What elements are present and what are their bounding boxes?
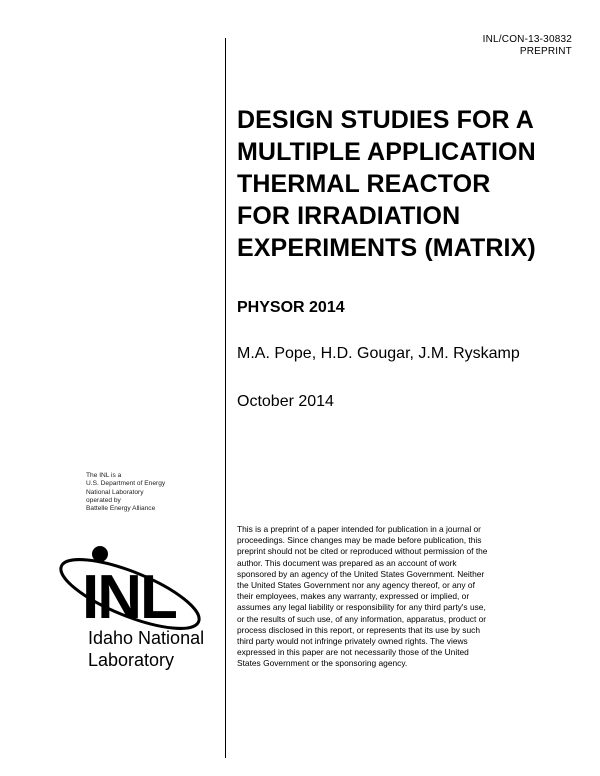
note-line: U.S. Department of Energy — [86, 480, 166, 488]
logo-dot — [92, 546, 108, 562]
report-status: PREPRINT — [519, 46, 572, 57]
title-line: THERMAL REACTOR — [237, 170, 491, 198]
conference-name: PHYSOR 2014 — [237, 299, 345, 316]
disclaimer-line: author. This document was prepared as an account of work — [237, 557, 457, 568]
logo-acronym: INL — [82, 563, 176, 632]
disclaimer-line: sponsored by an agency of the United States Government. Neither — [237, 568, 485, 579]
authors: M.A. Pope, H.D. Gougar, J.M. Ryskamp — [237, 345, 520, 362]
note-line: Battelle Energy Alliance — [86, 505, 156, 513]
document-title — [237, 104, 587, 264]
disclaimer-line: States Government or the sponsoring agency. — [237, 658, 408, 669]
logo-line2: Laboratory — [88, 650, 175, 670]
disclaimer-line: third party would not infringe privately owned rights. The views — [237, 636, 468, 647]
disclaimer-line: expressed in this paper are not necessarily those of the United — [237, 647, 469, 658]
title-line: EXPERIMENTS (MATRIX) — [237, 234, 536, 262]
note-line: National Laboratory — [86, 488, 144, 496]
report-identifier — [483, 34, 572, 58]
disclaimer-line: or the results of such use, of any information, apparatus, product or — [237, 613, 487, 624]
note-line: operated by — [86, 496, 121, 504]
title-line: MULTIPLE APPLICATION — [237, 138, 536, 166]
inl-logo — [52, 540, 230, 680]
disclaimer-line: proceedings. Since changes may be made before publication, this — [237, 535, 482, 546]
title-line: FOR IRRADIATION — [237, 202, 461, 230]
disclaimer-line: their employees, makes any warranty, expressed or implied, or — [237, 591, 470, 602]
disclaimer — [237, 524, 542, 670]
note-line: The INL is a — [86, 472, 122, 479]
disclaimer-line: This is a preprint of a paper intended for publication in a journal or — [237, 524, 481, 534]
report-number: INL/CON-13-30832 — [482, 34, 572, 45]
disclaimer-line: the United States Government nor any agency thereof, or any of — [237, 580, 475, 591]
disclaimer-line: process disclosed in this report, or represents that its use by such — [237, 624, 480, 635]
disclaimer-line: assumes any legal liability or responsibility for any third party's use, — [237, 602, 486, 613]
publication-date: October 2014 — [237, 393, 334, 410]
logo-line1: Idaho National — [88, 628, 205, 648]
title-line: DESIGN STUDIES FOR A — [237, 106, 534, 134]
inl-operator-note — [86, 472, 165, 513]
disclaimer-line: preprint should not be cited or reproduced without permission of the — [237, 546, 488, 557]
